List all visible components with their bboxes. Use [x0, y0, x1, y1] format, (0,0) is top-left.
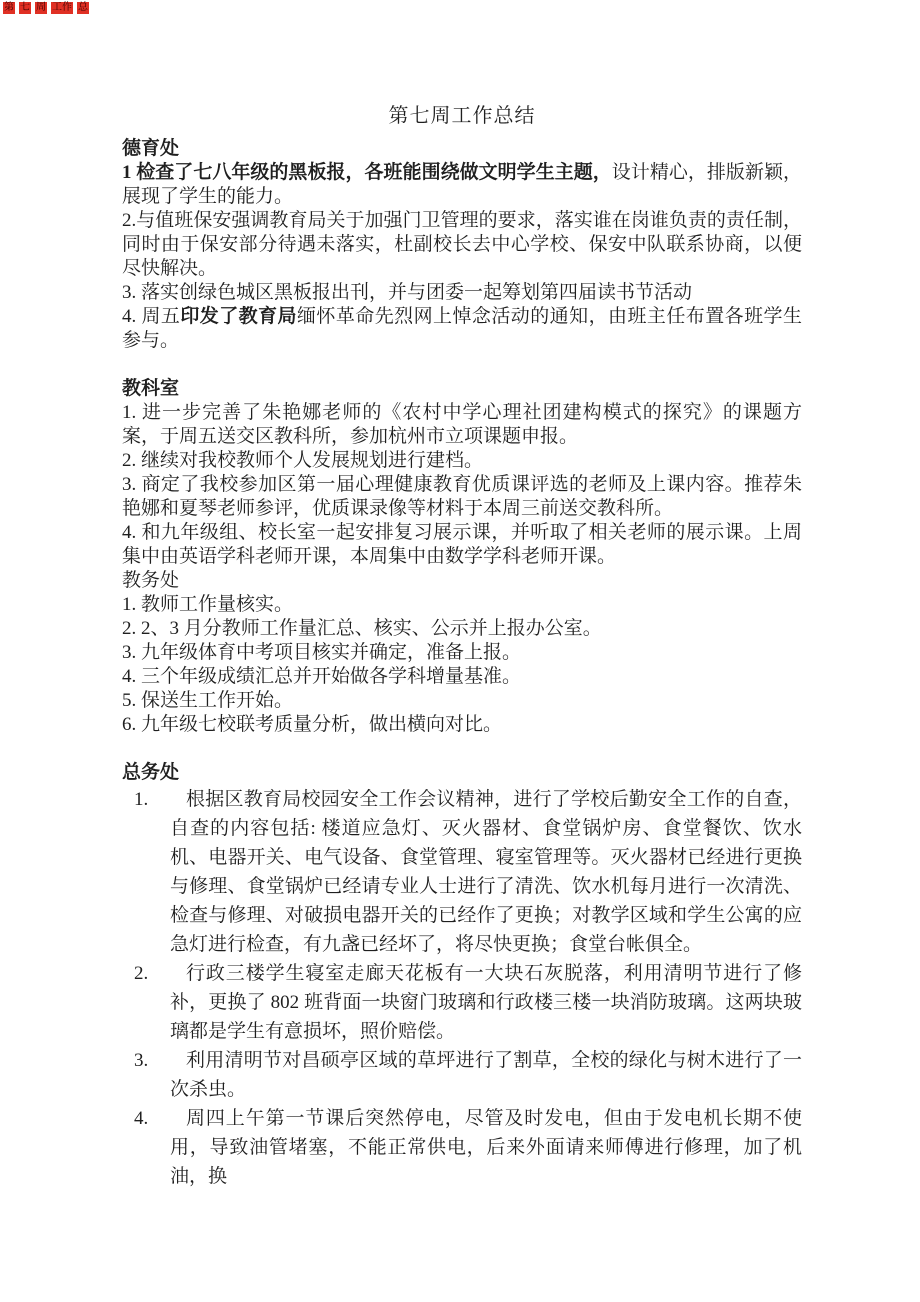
- item-text: 周四上午第一节课后突然停电，尽管及时发电，但由于发电机长期不使用，导致油管堵塞，不能正常供电，后来外面请来师傅进行修理，加了机油，换: [170, 1108, 802, 1187]
- paragraph: [122, 617, 802, 641]
- text-run: 4. 和九年级组、校长室一起安排复习展示课，并听取了相关老师的展示课。上周集中由英语学科老师开课，本周集中由数学学科老师开课。: [122, 522, 802, 567]
- paragraph: [122, 593, 802, 617]
- watermark-chip: 工作: [52, 2, 72, 13]
- list-item: [122, 1046, 802, 1104]
- bold-run: 1 检查了七八年级的黑板报，各班能围绕做文明学生主题，: [122, 162, 612, 183]
- paragraph: [122, 713, 802, 737]
- section-heading: 总务处: [122, 762, 180, 783]
- paragraph: [122, 401, 802, 449]
- text-run: 5. 保送生工作开始。: [122, 690, 294, 711]
- text-run: 1. 进一步完善了朱艳娜老师的《农村中学心理社团建构模式的探究》的课题方案，于周五送交区教科所，参加杭州市立项课题申报。: [122, 402, 802, 447]
- section-gap: [122, 353, 802, 377]
- paragraph: [122, 449, 802, 473]
- paragraph: [122, 161, 802, 209]
- item-text: 行政三楼学生寝室走廊天花板有一大块石灰脱落，利用清明节进行了修补，更换了 802 班背面一块窗门玻璃和行政楼三楼一块消防玻璃。这两块玻璃都是学生有意损坏，照价赔偿。: [170, 963, 802, 1042]
- text-run: 2.与值班保安强调教育局关于加强门卫管理的要求，落实谁在岗谁负责的责任制，同时由于保安部分待遇未落实，杜副校长去中心学校、保安中队联系协商，以便尽快解决。: [122, 210, 802, 279]
- watermark-chip: 周: [36, 2, 46, 13]
- list-item: [122, 785, 802, 959]
- text-run: 设计精心，排版新颖，展现了学生的能力。: [122, 162, 802, 207]
- text-run: 6. 九年级七校联考质量分析，做出横向对比。: [122, 714, 503, 735]
- watermark-chip: 总: [78, 2, 88, 13]
- paragraph: [122, 641, 802, 665]
- watermark-chip: 第: [4, 2, 14, 13]
- item-number: 4.: [134, 1108, 149, 1129]
- paragraph: [122, 305, 802, 353]
- item-number: 3.: [134, 1050, 149, 1071]
- item-number: 1.: [134, 789, 149, 810]
- text-run: 3. 商定了我校参加区第一届心理健康教育优质课评选的老师及上课内容。推荐朱艳娜和夏琴老师参评，优质课录像等材料于本周三前送交教科所。: [122, 474, 802, 519]
- red-watermark-tags: [3, 2, 89, 14]
- document-body: [122, 0, 802, 1191]
- text-run: 2. 继续对我校教师个人发展规划进行建档。: [122, 450, 484, 471]
- section-heading: 教务处: [122, 570, 180, 591]
- item-number: 2.: [134, 963, 149, 984]
- paragraph: [122, 209, 802, 281]
- section-gap: [122, 737, 802, 761]
- bold-run: 印发了教育局: [180, 306, 297, 327]
- list-item: [122, 959, 802, 1046]
- section-heading: 德育处: [122, 138, 180, 159]
- item-text: 根据区教育局校园安全工作会议精神，进行了学校后勤安全工作的自查，自查的内容包括: 楼道应急灯、灭火器材、食堂锅炉房、食堂餐饮、饮水机、电器开关、电气设备、食堂管理、寝室管理等。灭火器材已经进行更换与修理、食堂锅炉已经请专业人士进行了清洗、饮水机每月进行一次清洗、检查与修理、对破损电器开关的已经作了更换；对教学区域和学生公寓的应急灯进行检查，有九盏已经坏了，将尽快更换；食堂台帐俱全。: [170, 789, 802, 955]
- text-run: 1. 教师工作量核实。: [122, 594, 294, 615]
- paragraph: [122, 281, 802, 305]
- paragraph: [122, 521, 802, 569]
- text-run: 4. 三个年级成绩汇总并开始做各学科增量基准。: [122, 666, 522, 687]
- paragraph: [122, 665, 802, 689]
- document-title: 第七周工作总结: [388, 105, 536, 127]
- section-heading: 教科室: [122, 378, 180, 399]
- paragraph: [122, 473, 802, 521]
- list-item: [122, 1104, 802, 1191]
- paragraph: [122, 689, 802, 713]
- item-text: 利用清明节对昌硕亭区域的草坪进行了割草，全校的绿化与树木进行了一次杀虫。: [170, 1050, 802, 1100]
- text-run: 3. 落实创绿色城区黑板报出刊，并与团委一起筹划第四届读书节活动: [122, 282, 693, 303]
- sections-container: [122, 137, 802, 1191]
- watermark-chip: 七: [20, 2, 30, 13]
- text-run: 3. 九年级体育中考项目核实并确定，准备上报。: [122, 642, 522, 663]
- text-run: 缅怀革命先烈网上悼念活动的通知，由班主任布置各班学生参与。: [122, 306, 802, 351]
- text-run: 2. 2、3 月分教师工作量汇总、核实、公示并上报办公室。: [122, 618, 602, 639]
- text-run: 4. 周五: [122, 306, 181, 327]
